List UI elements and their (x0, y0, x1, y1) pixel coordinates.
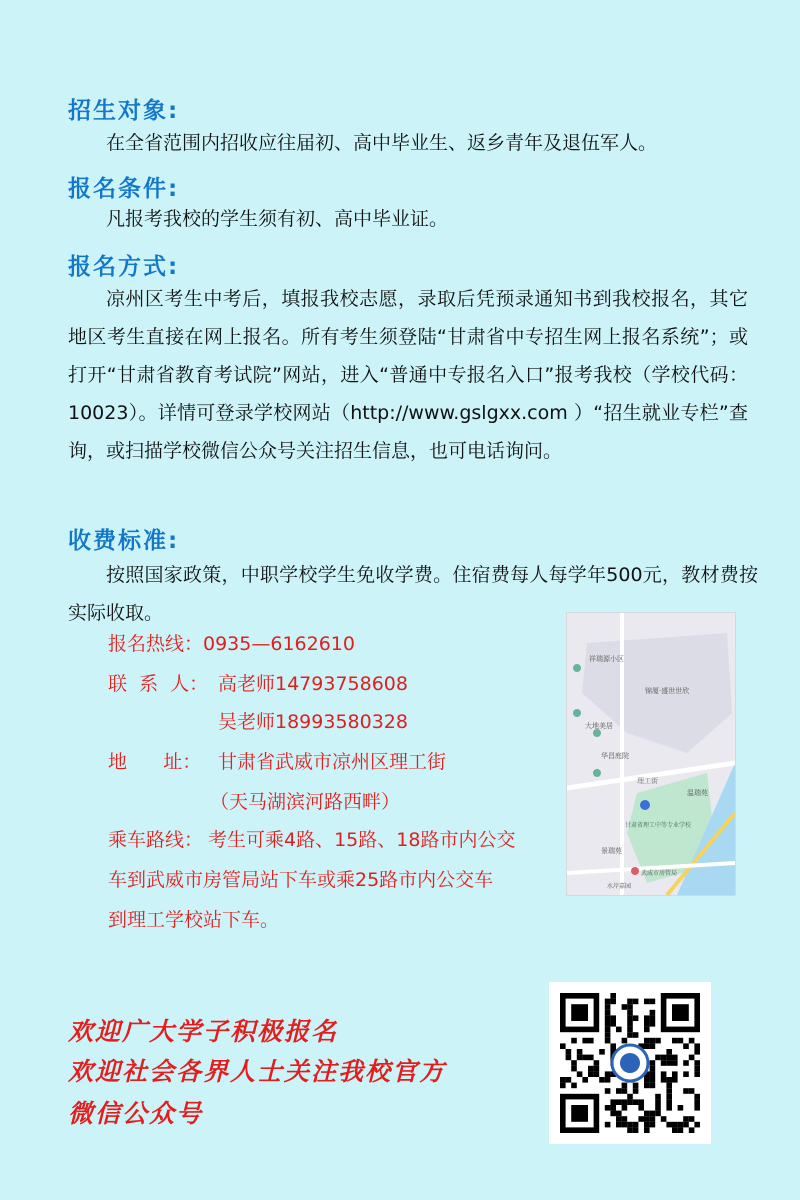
section-body-enrollment-target: 在全省范围内招收应往届初、高中毕业生、返乡青年及退伍军人。 (106, 132, 658, 154)
map-label-dadi: 大地美居 (585, 722, 613, 730)
route-label: 乘车路线： (108, 829, 204, 851)
map-label-fangguanju: 武威市房管局 (641, 870, 678, 877)
map-label-wenruiyuan: 温瑞苑 (687, 789, 708, 797)
section-title-fees: 收费标准: (68, 528, 180, 554)
map-label-ligongjie: 理工街 (637, 777, 658, 785)
promo-line2: 欢迎社会各界人士关注我校官方 (68, 1057, 447, 1086)
map-label-jingruiyuan: 景瑞苑 (601, 847, 622, 855)
address-line1: 甘肃省武威市凉州区理工街 (218, 751, 447, 773)
section-body-registration: 凉州区考生中考后，填报我校志愿，录取后凭预录通知书到我校报名，其它地区考生直接在网上报名。所有考生须登陆“甘肃省中专招生网上报名系统”；或打开“甘肃省教育考试院”网站，进入“普通中专报名入口”报考我校（学校代码：10023）。详情可登录学校网站（http://www.gslgxx.com ）“招生就业专栏”查询，或扫描学校微信公众号关注招生信息，也可电话询问。 (68, 288, 748, 462)
map-label-xiangruiyuan: 祥瑞源小区 (589, 655, 624, 663)
route-line2: 车到武威市房管局站下车或乘25路市内公交车 (108, 869, 494, 891)
map-label-school: 甘肃省理工中等专业学校 (625, 822, 692, 829)
map-label-huachang: 华昌庭院 (601, 752, 629, 760)
contact-teacher-wu: 吴老师18993580328 (218, 711, 408, 733)
map-graphic (567, 613, 735, 895)
contact-teacher-gao: 高老师14793758608 (218, 673, 408, 695)
hotline: 报名热线：0935—6162610 (108, 633, 355, 655)
map-label-jinsha: 锦厦·盛世世欣 (645, 687, 690, 695)
section-body-requirements: 凡报考我校的学生须有初、高中毕业证。 (106, 208, 449, 230)
promo-line3: 微信公众号 (68, 1099, 204, 1128)
section-title-registration: 报名方式: (68, 254, 180, 280)
promo-line1: 欢迎广大学子积极报名 (68, 1017, 339, 1046)
address-label: 地 址： (108, 751, 202, 773)
wechat-qr-code[interactable] (549, 982, 711, 1144)
address-line2: （天马湖滨河路西畔） (210, 791, 401, 813)
section-body-fees: 按照国家政策，中职学校学生免收学费。住宿费每人每学年500元，教材费按实际收取。 (68, 564, 758, 624)
contact-label: 联 系 人： (108, 673, 209, 695)
map-label-shuian: 水岸嘉园 (607, 883, 632, 890)
location-map[interactable] (566, 612, 736, 896)
route-line3: 到理工学校站下车。 (108, 909, 280, 931)
route-line1: 考生可乘4路、15路、18路市内公交 (208, 829, 516, 851)
section-title-requirements: 报名条件: (68, 176, 180, 202)
qr-code-icon (549, 982, 711, 1144)
section-title-enrollment-target: 招生对象: (68, 98, 180, 124)
